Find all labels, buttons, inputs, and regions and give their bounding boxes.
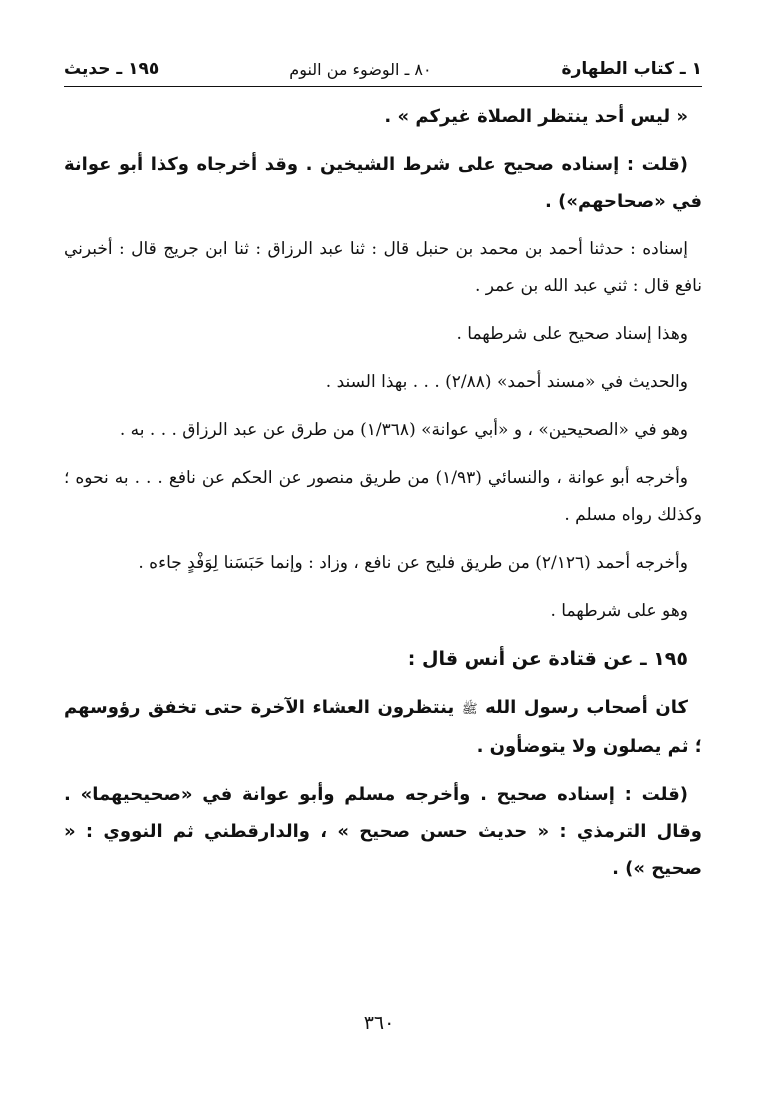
page-number: ٣٦٠	[363, 1012, 395, 1034]
ahmad-paragraph: وأخرجه أحمد (٢/١٢٦) من طريق فليح عن نافع ، وزاد : وإنما حَبَسَنا لِوَفْدٍ جاءه .	[138, 553, 688, 573]
header-rule	[64, 86, 702, 87]
header-hadith-number: ١٩٥ ـ حديث	[64, 59, 160, 79]
running-header	[64, 54, 702, 84]
sahihayn-paragraph: وهو في «الصحيحين» ، و «أبي عوانة» (١/٣٦٨) من طرق عن عبد الرزاق . . . به .	[119, 420, 688, 440]
hadith-heading: ١٩٥ ـ عن قتادة عن أنس قال :	[407, 648, 688, 670]
hadith-text	[64, 689, 702, 765]
isnad-paragraph: إسناده : حدثنا أحمد بن محمد بن حنبل قال : ثنا عبد الرزاق : ثنا ابن جريج قال : أخبرني نافع قال : ثني عبد الله بن عمر .	[64, 239, 702, 296]
page-body	[64, 98, 702, 898]
header-book-title: ١ ـ كتاب الطهارة	[561, 59, 702, 79]
author-note: (قلت : إسناده صحيح على شرط الشيخين . وقد أخرجاه وكذا أبو عوانة في «صحاحهم») .	[64, 154, 702, 212]
author-note-2: (قلت : إسناده صحيح . وأخرجه مسلم وأبو عوانة في «صحيحيهما» . وقال الترمذي : « حديث حسن صحيح » ، والدارقطني ثم النووي : « صحيح ») .	[64, 784, 702, 879]
hadith-text-part-2: ينتظرون العشاء الآخرة حتى تخفق رؤوسهم ؛ ثم يصلون ولا يتوضأون .	[64, 697, 702, 757]
salutation-symbol: ﷺ	[461, 702, 478, 717]
header-chapter-title: ٨٠ ـ الوضوء من النوم	[289, 59, 432, 79]
grading-paragraph-2: وهو على شرطهما .	[550, 601, 688, 621]
hadith-text-part-1: كان أصحاب رسول الله	[485, 697, 688, 718]
hadith-text-end: « ليس أحد ينتظر الصلاة غيركم » .	[384, 106, 688, 127]
grading-paragraph: وهذا إسناد صحيح على شرطهما .	[456, 324, 688, 344]
source-paragraph: والحديث في «مسند أحمد» (٢/٨٨) . . . بهذا السند .	[325, 372, 688, 392]
nasai-paragraph: وأخرجه أبو عوانة ، والنسائي (١/٩٣) من طريق منصور عن الحكم عن نافع . . . به نحوه ؛ وكذلك رواه مسلم .	[64, 468, 702, 525]
